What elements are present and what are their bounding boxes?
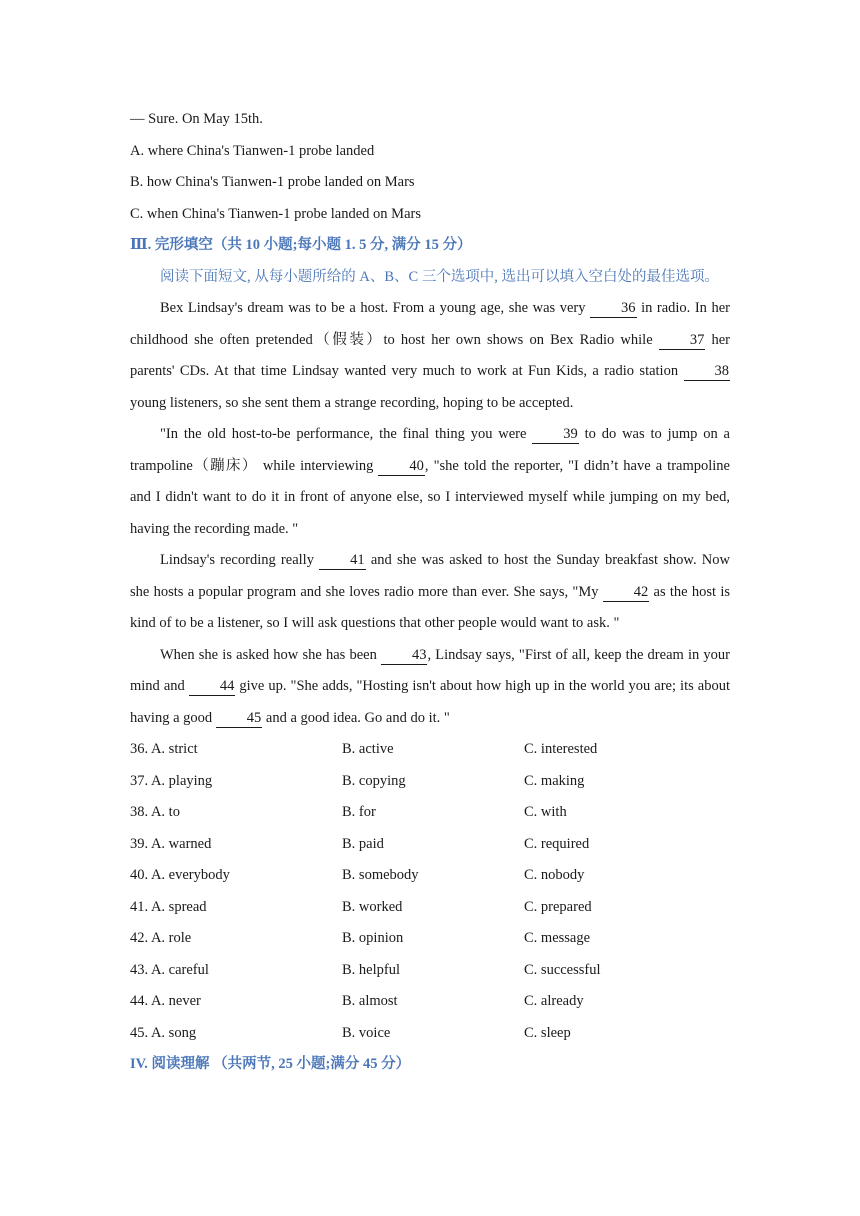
choice-c: C. already: [524, 993, 584, 1009]
choice-a: 44. A. never: [130, 993, 201, 1009]
option-a: A. where China's Tianwen-1 probe landed: [130, 142, 375, 159]
choice-c: C. prepared: [524, 898, 592, 915]
choice-c: C. making: [524, 772, 585, 789]
choice-c: C. with: [524, 804, 567, 820]
question-row: [130, 1018, 730, 1050]
blank-36: 36: [590, 299, 637, 318]
question-row: [130, 892, 730, 924]
choice-a: 40. A. everybody: [130, 867, 230, 883]
choice-b: B. paid: [342, 835, 384, 852]
choice-c: C. nobody: [524, 867, 585, 883]
question-row: [130, 766, 730, 798]
question-row: [130, 829, 730, 861]
choice-b: B. worked: [342, 898, 403, 915]
dialogue-answer: — Sure. On May 15th.: [130, 111, 263, 127]
choice-c: C. interested: [524, 741, 598, 757]
blank-37: 37: [659, 331, 706, 350]
question-row: [130, 986, 730, 1018]
question-list: [130, 734, 730, 1049]
choice-c: C. required: [524, 835, 590, 852]
choice-b: B. voice: [342, 1024, 391, 1041]
blank-41: 41: [319, 551, 366, 570]
blank-45: 45: [216, 709, 263, 728]
question-row: [130, 734, 730, 766]
blank-38: 38: [684, 362, 731, 381]
choice-b: B. almost: [342, 993, 398, 1009]
section-3-instruction: 阅读下面短文, 从每小题所给的 A、B、C 三个选项中, 选出可以填入空白处的最佳选项。: [160, 268, 720, 285]
passage-paragraph-3: Lindsay's recording really 41 and she was asked to host the Sunday breakfast show. Now she hosts a popular program and she loves radio more than ever. She says, "My 42 as the host is kind of to be a listener, so I will ask questions that other people would want to ask. ": [130, 552, 730, 631]
choice-b: B. for: [342, 804, 376, 820]
document-page: [130, 104, 730, 1081]
choice-a: 36. A. strict: [130, 741, 198, 757]
section-4-heading: IV. 阅读理解 （共两节, 25 小题;满分 45 分）: [130, 1056, 411, 1072]
choice-c: C. sleep: [524, 1024, 571, 1041]
choice-b: B. somebody: [342, 867, 419, 883]
choice-a: 39. A. warned: [130, 835, 212, 852]
blank-43: 43: [381, 646, 428, 665]
choice-b: B. copying: [342, 772, 406, 789]
choice-b: B. active: [342, 741, 394, 757]
section-3-heading: Ⅲ. 完形填空（共 10 小题;每小题 1. 5 分, 满分 15 分）: [130, 237, 472, 253]
question-row: [130, 797, 730, 829]
option-b: B. how China's Tianwen-1 probe landed on Mars: [130, 174, 415, 190]
choice-b: B. helpful: [342, 961, 400, 978]
question-row: [130, 955, 730, 987]
passage-paragraph-1: Bex Lindsay's dream was to be a host. From a young age, she was very 36 in radio. In her childhood she often pretended（假装）to host her own shows on Bex Radio while 37 her parents' CDs. At that time Lindsay wanted very much to work at Fun Kids, a radio station 38 young listeners, so she sent them a strange recording, hoping to be accepted.: [130, 300, 731, 411]
choice-a: 45. A. song: [130, 1024, 197, 1041]
question-row: [130, 860, 730, 892]
option-c: C. when China's Tianwen-1 probe landed on Mars: [130, 205, 421, 222]
question-row: [130, 923, 730, 955]
blank-39: 39: [532, 425, 579, 444]
choice-a: 42. A. role: [130, 930, 192, 946]
choice-a: 43. A. careful: [130, 961, 209, 978]
blank-44: 44: [189, 677, 236, 696]
choice-a: 38. A. to: [130, 804, 180, 820]
choice-c: C. message: [524, 930, 591, 946]
choice-c: C. successful: [524, 961, 601, 978]
choice-a: 37. A. playing: [130, 772, 213, 789]
passage-paragraph-2: "In the old host-to-be performance, the final thing you were 39 to do was to jump on a trampoline（蹦床） while interviewing 40, "she told the reporter, "I didn’t have a trampoline and I didn't want to do it in front of anyone else, so I interviewed myself while jumping on my bed, having the recording made. ": [130, 426, 730, 537]
blank-40: 40: [378, 457, 425, 476]
passage-paragraph-4: When she is asked how she has been 43, Lindsay says, "First of all, keep the dream in your mind and 44 give up. "She adds, "Hosting isn't about how high up in the world you are; its about having a good 45 and a good idea. Go and do it. ": [130, 646, 731, 726]
blank-42: 42: [603, 583, 650, 602]
choice-a: 41. A. spread: [130, 898, 207, 915]
choice-b: B. opinion: [342, 930, 404, 946]
